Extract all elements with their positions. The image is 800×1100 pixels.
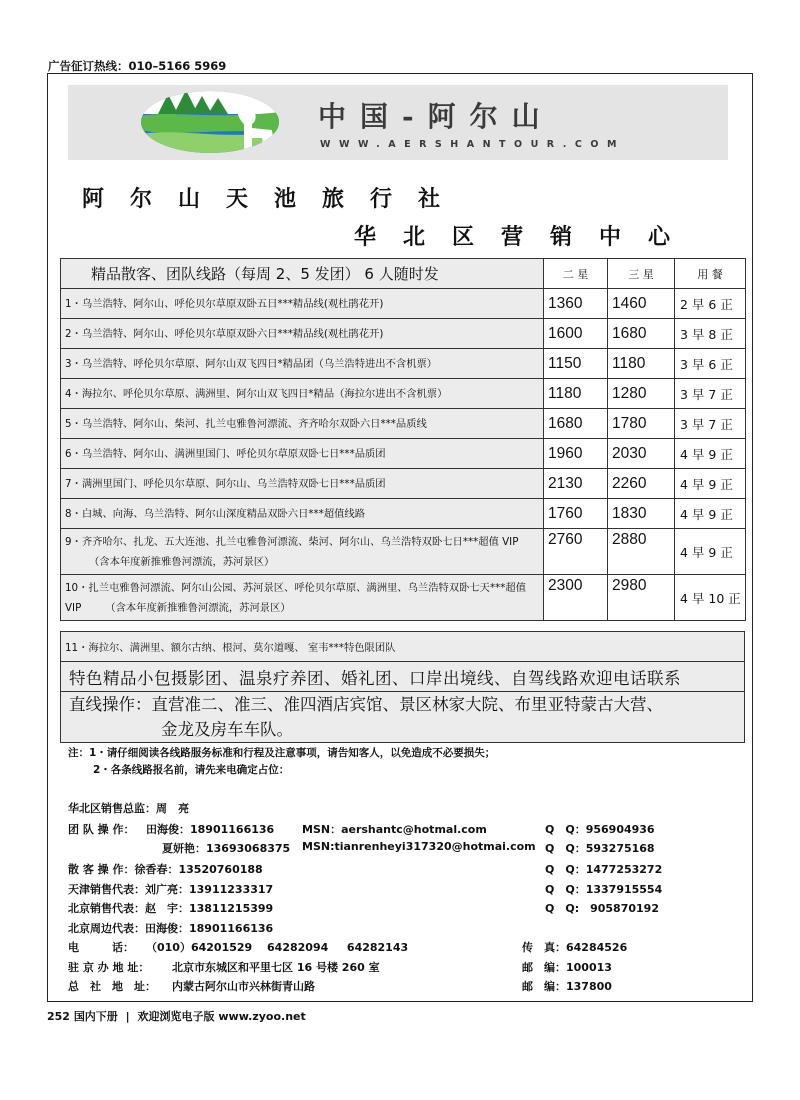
three-star-price: 2260 — [608, 469, 675, 499]
table-row — [61, 379, 746, 409]
footer-separator: | — [125, 1010, 130, 1023]
route-name: 5・乌兰浩特、阿尔山、柴河、扎兰屯雅鲁河漂流、齐齐哈尔双卧六日***品质线 — [61, 409, 544, 439]
route-name — [61, 575, 544, 621]
notes — [68, 745, 495, 779]
two-star-price: 1760 — [544, 499, 608, 529]
header-meal: 用 餐 — [675, 259, 746, 289]
two-star-price: 2130 — [544, 469, 608, 499]
header-three-star: 三 星 — [608, 259, 675, 289]
table-row — [61, 319, 746, 349]
extra-info-table — [60, 631, 745, 743]
meal-info: 3 早 7 正 — [675, 379, 746, 409]
deer-forest-lake-logo-icon — [140, 90, 280, 154]
two-star-price: 1360 — [544, 289, 608, 319]
route-price-table — [60, 258, 746, 621]
route-name: 8・白城、向海、乌兰浩特、阿尔山深度精品双卧六日***超值线路 — [61, 499, 544, 529]
route-11: 11・海拉尔、满洲里、额尔古纳、根河、莫尔道嘎、 室韦***特色限团队 — [61, 632, 745, 662]
table-row — [61, 409, 746, 439]
hq-address: 内蒙古阿尔山市兴林街青山路 — [172, 980, 315, 993]
header-two-star: 二 星 — [544, 259, 608, 289]
route-name: 2・乌兰浩特、阿尔山、呼伦贝尔草原双卧六日***精品线(观杜鹃花开) — [61, 319, 544, 349]
three-star-price: 1180 — [608, 349, 675, 379]
three-star-price: 1780 — [608, 409, 675, 439]
route-name: 7・满洲里国门、呼伦贝尔草原、阿尔山、乌兰浩特双卧七日***品质团 — [61, 469, 544, 499]
three-star-price: 1460 — [608, 289, 675, 319]
meal-info: 4 早 10 正 — [675, 575, 746, 621]
banner — [68, 85, 728, 160]
table-header-row — [61, 259, 746, 289]
direct-operation — [61, 692, 745, 743]
two-star-price: 1150 — [544, 349, 608, 379]
special-tours: 特色精品小包摄影团、温泉疗养团、婚礼团、口岸出境线、自驾线路欢迎电话联系 — [61, 662, 745, 692]
page-footer — [47, 1008, 306, 1024]
two-star-price: 1680 — [544, 409, 608, 439]
table-row — [61, 349, 746, 379]
route-note: （含本年度新推雅鲁河漂流，苏河景区） — [89, 555, 275, 568]
route-name: 3・乌兰浩特、呼伦贝尔草原、阿尔山双飞四日*精品团（乌兰浩特进出不含机票） — [61, 349, 544, 379]
route-text: 9・齐齐哈尔、扎龙、五大连池、扎兰屯雅鲁河漂流、柴河、阿尔山、乌兰浩特双卧七日***超值 VIP — [65, 535, 519, 548]
table-row — [61, 439, 746, 469]
hq-zip: 邮 编：137800 — [522, 980, 612, 993]
center-name: 华北区营销中心 — [354, 224, 698, 250]
meal-info: 4 早 9 正 — [675, 499, 746, 529]
meal-info: 4 早 9 正 — [675, 469, 746, 499]
route-name: 4・海拉尔、呼伦贝尔草原、满洲里、阿尔山双飞四日*精品（海拉尔进出不含机票） — [61, 379, 544, 409]
beijing-rep: 北京销售代表：赵 宇：13811215399 — [68, 902, 274, 915]
route-text: 10・扎兰屯雅鲁河漂流、阿尔山公园、苏河景区、呼伦贝尔草原、满洲里、乌兰浩特双卧七天***超值 VIP — [65, 581, 527, 614]
group1-name: 田海俊：18901166136 — [146, 823, 275, 836]
group2-name: 夏妍艳：13693068375 — [162, 842, 291, 855]
table-row — [61, 529, 746, 575]
direct-line-2: 金龙及房车车队。 — [161, 720, 293, 739]
meal-info: 4 早 9 正 — [675, 439, 746, 469]
tianjin-rep: 天津销售代表：刘广亮：13911233317 — [68, 883, 274, 896]
table-header-title: 精品散客、团队线路（每周 2、5 发团） 6 人随时发 — [61, 259, 544, 289]
office-label: 驻 京 办 地 址： — [68, 961, 150, 974]
meal-info: 2 早 6 正 — [675, 289, 746, 319]
three-star-price: 2980 — [608, 575, 675, 621]
two-star-price: 2300 — [544, 575, 608, 621]
route-name: 1・乌兰浩特、阿尔山、呼伦贝尔草原双卧五日***精品线(观杜鹃花开) — [61, 289, 544, 319]
two-star-price: 2760 — [544, 529, 608, 575]
group1-qq: Q Q：956904936 — [545, 823, 655, 836]
banner-url: WWW.AERSHANTOUR.COM — [320, 139, 625, 150]
two-star-price: 1180 — [544, 379, 608, 409]
group2-msn: MSN:tianrenheyi317320@hotmai.com — [302, 840, 536, 853]
footer-text: 欢迎浏览电子版 — [137, 1010, 215, 1023]
three-star-price: 2880 — [608, 529, 675, 575]
route-note: （含本年度新推雅鲁河漂流，苏河景区） — [105, 601, 291, 614]
director: 华北区销售总监：周 亮 — [68, 802, 189, 815]
ad-hotline: 广告征订热线：010–5166 5969 — [48, 59, 227, 73]
route-name: 6・乌兰浩特、阿尔山、满洲里国门、呼伦贝尔草原双卧七日***品质团 — [61, 439, 544, 469]
group2-qq: Q Q：593275168 — [545, 842, 655, 855]
table-row — [61, 289, 746, 319]
fit-operator: 散 客 操 作：徐香春：13520760188 — [68, 863, 263, 876]
section-name: 国内下册 — [73, 1010, 118, 1023]
meal-info: 3 早 7 正 — [675, 409, 746, 439]
two-star-price: 1600 — [544, 319, 608, 349]
route-name — [61, 529, 544, 575]
three-star-price: 2030 — [608, 439, 675, 469]
fax: 传 真：64284526 — [522, 941, 628, 954]
hq-label: 总 社 地 址： — [68, 980, 156, 993]
banner-title: 中国-阿尔山 — [318, 100, 554, 133]
page-number: 252 — [47, 1010, 70, 1023]
note-2: 2・各条线路报名前，请先来电确定占位： — [93, 764, 290, 776]
tianjin-qq: Q Q：1337915554 — [545, 883, 663, 896]
beijing-qq: Q Q: 905870192 — [545, 902, 659, 915]
agency-name: 阿尔山天池旅行社 — [82, 186, 467, 212]
two-star-price: 1960 — [544, 439, 608, 469]
table-row — [61, 469, 746, 499]
three-star-price: 1680 — [608, 319, 675, 349]
office-address: 北京市东城区和平里七区 16 号楼 260 室 — [172, 961, 380, 974]
meal-info: 3 早 6 正 — [675, 349, 746, 379]
footer-url[interactable]: www.zyoo.net — [218, 1010, 306, 1023]
office-zip: 邮 编：100013 — [522, 961, 612, 974]
three-star-price: 1830 — [608, 499, 675, 529]
table-row — [61, 575, 746, 621]
phone-label: 电 话： — [68, 941, 134, 954]
group-label: 团 队 操 作： — [68, 823, 135, 836]
meal-info: 4 早 9 正 — [675, 529, 746, 575]
surround-rep: 北京周边代表：田海俊：18901166136 — [68, 922, 274, 935]
group1-msn: MSN：aershantc@hotmal.com — [302, 823, 487, 836]
table-row — [61, 499, 746, 529]
fit-qq: Q Q：1477253272 — [545, 863, 663, 876]
three-star-price: 1280 — [608, 379, 675, 409]
note-1: 注：1・请仔细阅读各线路服务标准和行程及注意事项，请告知客人，以免造成不必要损失； — [68, 747, 496, 759]
phone-numbers: （010）64201529 64282094 64282143 — [146, 941, 409, 954]
meal-info: 3 早 8 正 — [675, 319, 746, 349]
direct-line-1: 直线操作：直营准二、准三、准四酒店宾馆、景区林家大院、布里亚特蒙古大营、 — [69, 695, 663, 714]
